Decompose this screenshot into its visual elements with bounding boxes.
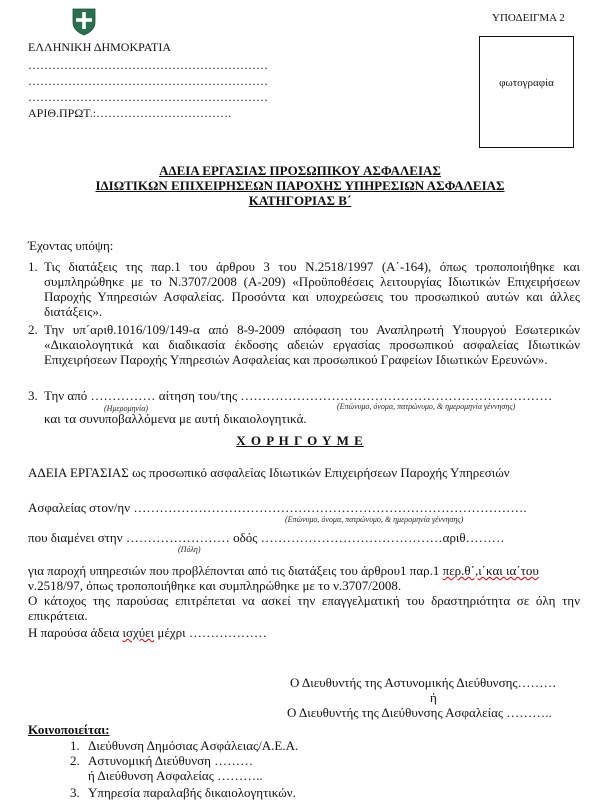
notify-heading: Κοινοποιείται: — [28, 722, 110, 737]
validity-date: μέχρι ……………… — [154, 625, 267, 640]
republic-label: ΕΛΛΗΝΙΚΗ ΔΗΜΟΚΡΑΤΙΑ — [28, 40, 172, 54]
dotted-line: …………………………………………………… — [28, 74, 268, 88]
title-line-2: ΙΔΙΩΤΙΚΩΝ ΕΠΙΧΕΙΡΗΣΕΩΝ ΠΑΡΟΧΗΣ ΥΠΗΡΕΣΙΩΝ ΑΣΦΑΛΕΙΑΣ — [95, 178, 505, 193]
item-number: 3. — [28, 388, 38, 403]
item-2-text: Την υπ΄αριθ.1016/109/149-α από 8-9-2009 απόφαση του Αναπληρωτή Υπουργού Εσωτερικών «Δικαιολογητικά και διαδικασία έκδοσης αδειών εργασίας προσωπικού ασφαλείας Ιδιωτικών Επιχειρήσεων Παροχής Υπηρεσιών Ασφαλείας και προσωπικού Γραφείων Ιδιωτικών Ερευνών». — [44, 322, 580, 367]
item-3-continuation: και τα συνυποβαλλόμενα με αυτή δικαιολογητικά. — [44, 411, 307, 426]
date-caption: (Ημερομηνία) — [104, 404, 149, 413]
validity-line — [28, 625, 267, 640]
dotted-line: …………………………………………………… — [28, 90, 268, 104]
notify-recipient-2: Αστυνομική Διεύθυνση ……… — [88, 753, 254, 768]
services-line — [28, 563, 539, 578]
holder-caption: (Επώνυμο, όνομα, πατρώνυμο, & ημερομηνία γέννησης) — [285, 515, 464, 524]
item-number: 1. — [28, 259, 38, 274]
services-text: για παροχή υπηρεσιών που προβλέπονται από τις διατάξεις του άρθρου1 παρ.1 — [28, 563, 443, 578]
notify-recipient-3: Υπηρεσία παραλαβής δικαιολογητικών. — [88, 785, 296, 800]
photo-box — [479, 36, 574, 148]
law-reference: ν.2518/97, όπως τροποποιήθηκε και συμπληρώθηκε με το ν.3707/2008. — [28, 578, 402, 593]
model-label: ΥΠΟΔΕΙΓΜΑ 2 — [492, 12, 565, 24]
item-3-line: Την από …………… αίτηση του/της ……………………………………………………………… — [44, 388, 553, 403]
validity-word: ισχύει — [122, 625, 155, 640]
city-caption: (Πόλη) — [178, 545, 201, 554]
notify-recipient-2-alt: ή Διεύθυνση Ασφαλείας ……….. — [88, 768, 263, 783]
notify-number: 3. — [70, 785, 80, 800]
notify-number: 1. — [70, 738, 80, 753]
title-line-1: ΑΔΕΙΑ ΕΡΓΑΣΙΑΣ ΠΡΟΣΩΠΙΚΟΥ ΑΣΦΑΛΕΙΑΣ — [159, 163, 441, 178]
applicant-caption: (Επώνυμο, όνομα, πατρώνυμο, & ημερομηνία γέννησης) — [337, 402, 516, 411]
item-number: 2. — [28, 322, 38, 337]
address-line: που διαμένει στην …………………… οδός ……………………………………αριθ……… — [28, 530, 505, 545]
holder-line: Ασφαλείας στον/ην ………………………………………………………………………………. — [28, 500, 527, 515]
license-text: ΑΔΕΙΑ ΕΡΓΑΣΙΑΣ ως προσωπικό ασφαλείας Ιδιωτικών Επιχειρήσεων Παροχής Υπηρεσιών — [28, 465, 510, 480]
item-1-text: Τις διατάξεις της παρ.1 του άρθρου 3 του Ν.2518/1997 (Α΄-164), όπως τροποποιήθηκε και συμπληρώθηκε με το Ν.3707/2008 (Α-209) «Προϋποθέσεις λειτουργίας Ιδιωτικών Επιχειρήσεων Παροχής Υπηρεσιών Ασφαλείας. Προσόντα και υποχρεώσεις του προσωπικού αυτών και άλλες διατάξεις». — [44, 259, 580, 319]
dotted-line: …………………………………………………… — [28, 58, 268, 72]
grant-heading: Χ Ο Ρ Η Γ Ο Υ Μ Ε — [236, 433, 364, 448]
signature-line-2: Ο Διευθυντής της Διεύθυνσης Ασφαλείας ……….. — [287, 705, 552, 720]
validity-label: Η παρούσα άδεια — [28, 625, 123, 640]
photo-label: φωτογραφία — [499, 77, 554, 89]
services-reference: περ.θ΄,ι΄και ια΄του — [442, 563, 539, 578]
signature-or: ή — [430, 690, 437, 705]
validity-area-text: Ο κάτοχος της παρούσας επιτρέπεται να ασκεί την επαγγελματική του δραστηριότητα σε όλη την επικράτεια. — [28, 593, 580, 623]
signature-line-1: Ο Διευθυντής της Αστυνομικής Διεύθυνσης……… — [290, 675, 557, 690]
title-line-3: ΚΑΤΗΓΟΡΙΑΣ Β΄ — [248, 193, 352, 208]
notify-number: 2. — [70, 753, 80, 768]
protocol-number: ΑΡΙΘ.ΠΡΩΤ.:……………………………. — [28, 106, 232, 120]
greek-emblem-icon — [70, 8, 98, 36]
intro-text: Έχοντας υπόψη: — [28, 238, 114, 253]
notify-recipient-1: Διεύθυνση Δημόσιας Ασφάλειας/Α.Ε.Α. — [88, 738, 299, 753]
